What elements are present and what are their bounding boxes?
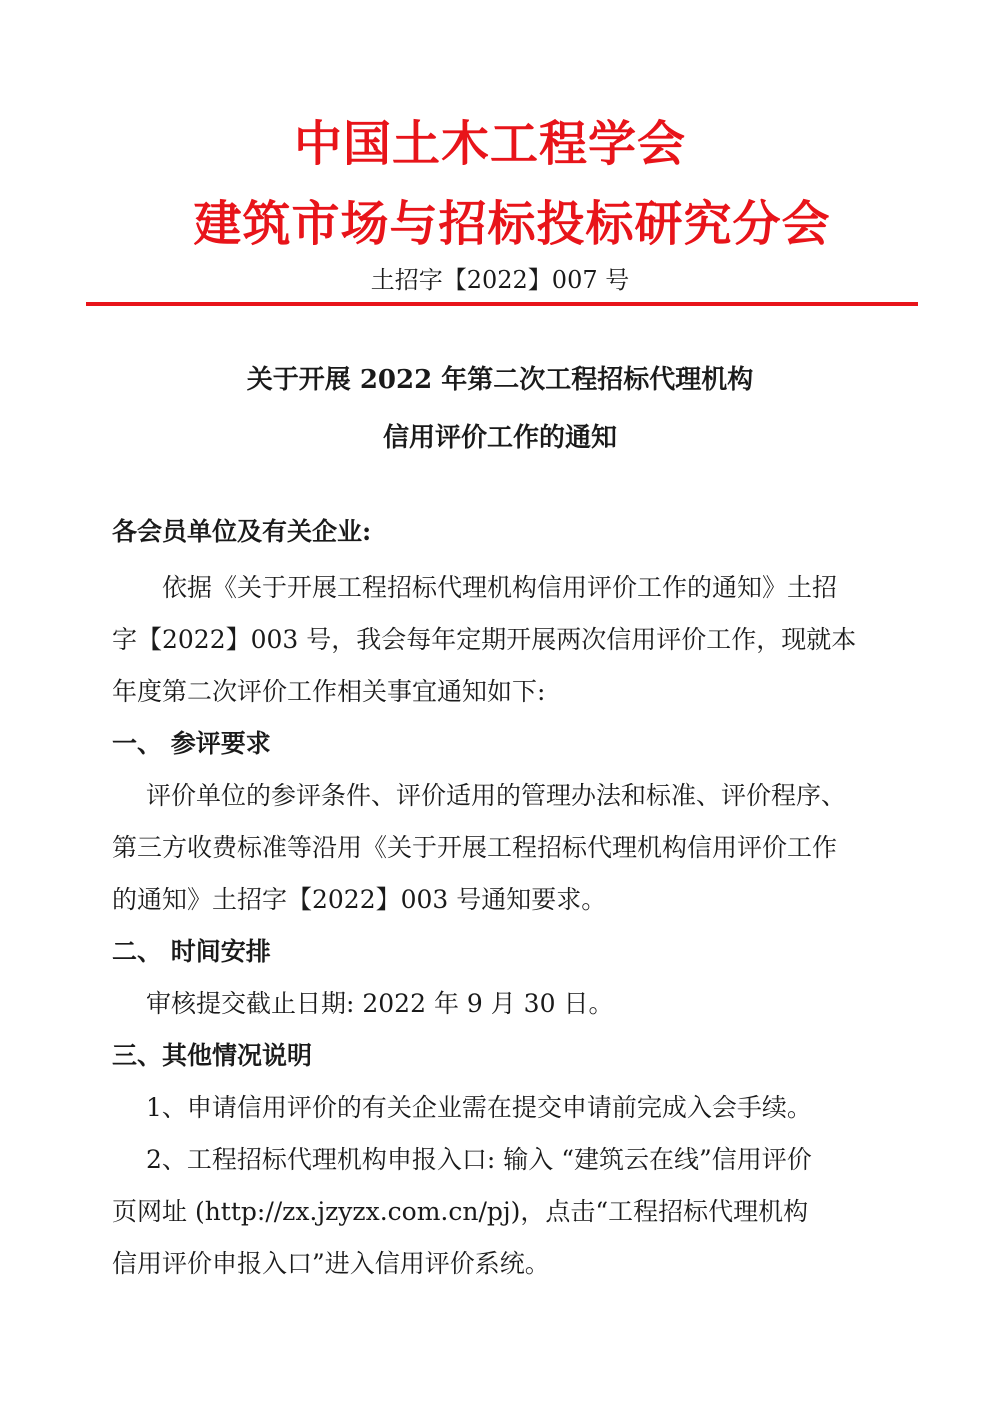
intro-line-3: 年度第二次评价工作相关事宜通知如下: [112,677,546,706]
requirements-line-2: 第三方收费标准等沿用《关于开展工程招标代理机构信用评价工作 [112,833,838,862]
organization-name: 中国土木工程学会 [293,116,686,172]
header-divider [86,302,918,306]
notice-title-line-1: 关于开展 2022 年第二次工程招标代理机构 [246,365,754,395]
intro-line-1: 依据《关于开展工程招标代理机构信用评价工作的通知》土招 [162,573,838,602]
other-item-1: 1、申请信用评价的有关企业需在提交申请前完成入会手续。 [146,1093,812,1122]
section-heading-requirements: 一、 参评要求 [112,729,271,758]
section-heading-other: 三、其他情况说明 [112,1041,313,1070]
notice-title-line-2: 信用评价工作的通知 [382,423,617,453]
other-item-2-line-1: 2、工程招标代理机构申报入口: 输入 “建筑云在线”信用评价 [146,1145,812,1174]
other-item-2-line-2: 页网址 (http://zx.jzyzx.com.cn/pj)，点击“工程招标代理机构 [112,1197,809,1226]
deadline-line: 审核提交截止日期: 2022 年 9 月 30 日。 [146,989,614,1018]
salutation: 各会员单位及有关企业: [112,517,372,546]
requirements-line-1: 评价单位的参评条件、评价适用的管理办法和标准、评价程序、 [146,781,847,810]
other-item-2-line-3: 信用评价申报入口”进入信用评价系统。 [112,1249,550,1278]
section-heading-schedule: 二、 时间安排 [112,937,271,966]
requirements-line-3: 的通知》土招字【2022】003 号通知要求。 [112,885,607,914]
sub-organization-name: 建筑市场与招标投标研究分会 [193,196,831,252]
document-number: 土招字【2022】007 号 [370,266,630,294]
intro-line-2: 字【2022】003 号，我会每年定期开展两次信用评价工作，现就本 [112,625,857,654]
